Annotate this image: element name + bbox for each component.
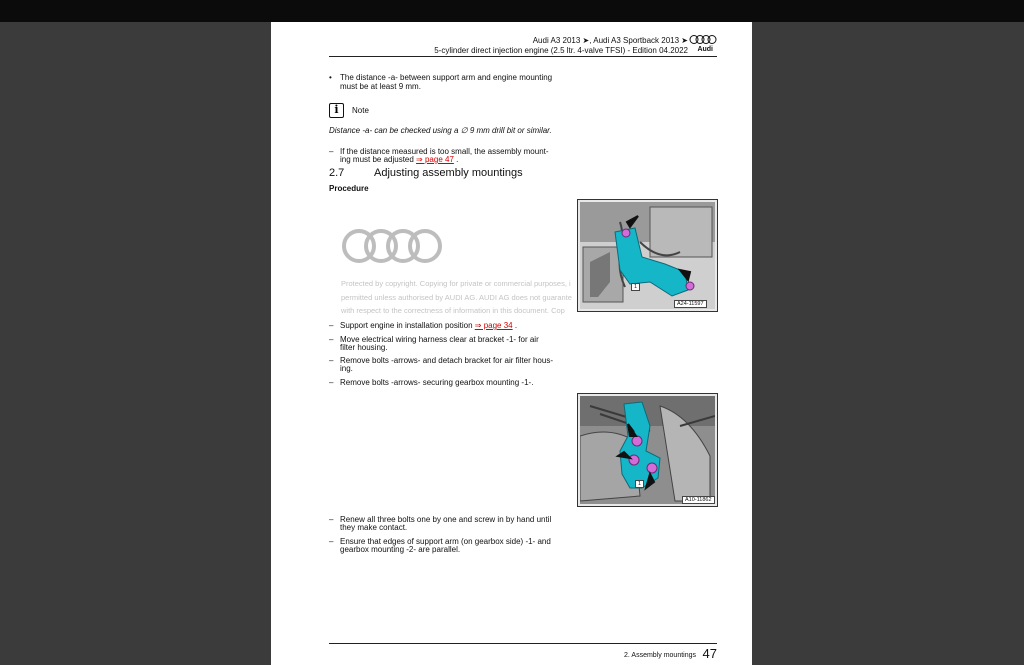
intro-bullet-line2: must be at least 9 mm.	[340, 82, 421, 91]
step-move-wiring-line1: Move electrical wiring harness clear at bracket -1- for air	[340, 335, 539, 344]
page-47-link[interactable]: ⇒ page 47	[416, 155, 454, 164]
intro-bullet-line1: The distance -a- between support arm and engine mounting	[340, 73, 553, 82]
step-move-wiring-line2: filter housing.	[340, 343, 388, 352]
dash-marker: –	[329, 321, 334, 330]
footer-section-label: 2. Assembly mountings	[624, 652, 696, 659]
watermark-line3: with respect to the correctness of information in this document. Cop	[341, 306, 565, 315]
note-text: Distance -a- can be checked using a ∅ 9 mm drill bit or similar.	[329, 126, 552, 135]
audi-logo-wordmark: Audi	[697, 46, 713, 53]
audi-logo-rings	[689, 34, 717, 45]
header-title: Audi A3 2013 ➤, Audi A3 Sportback 2013 ➤	[532, 36, 688, 45]
dash-marker: –	[329, 335, 334, 344]
page-number: 47	[702, 646, 717, 661]
dash-marker: –	[329, 515, 334, 524]
step-support-engine-text: Support engine in installation position	[340, 321, 475, 330]
header-subtitle: 5-cylinder direct injection engine (2.5 ltr. 4-valve TFSI) - Edition 04.2022	[434, 46, 688, 55]
figure-gearbox-mounting	[577, 393, 718, 507]
step-ensure-parallel-line2: gearbox mounting -2- are parallel.	[340, 545, 461, 554]
page-34-link[interactable]: ⇒ page 34	[474, 321, 513, 330]
step-remove-gearbox-bolts: Remove bolts -arrows- securing gearbox mounting -1-.	[340, 378, 534, 387]
step-remove-bracket-line1: Remove bolts -arrows- and detach bracket for air filter hous-	[340, 356, 553, 365]
step-renew-bolts-line2: they make contact.	[340, 523, 408, 532]
document-page	[271, 22, 752, 665]
bullet-marker: •	[329, 73, 332, 82]
header-rule	[329, 56, 717, 57]
figure2-callout: 1	[635, 480, 644, 488]
adjust-step-line1: If the distance measured is too small, the assembly mount-	[340, 147, 549, 156]
procedure-label: Procedure	[329, 184, 369, 193]
adjust-step-prefix: ing must be adjusted	[340, 155, 417, 164]
figure1-callout: 1	[631, 283, 640, 291]
figure2-code: A10-11862	[682, 496, 715, 504]
engine-bay-illustration	[580, 202, 715, 309]
watermark-audi-rings	[341, 226, 443, 266]
step-ensure-parallel-line1: Ensure that edges of support arm (on gearbox side) -1- and	[340, 537, 551, 546]
adjust-step-suffix: .	[453, 155, 459, 164]
adjust-step-line2	[340, 155, 458, 164]
dash-marker: –	[329, 147, 334, 156]
step-renew-bolts-line1: Renew all three bolts one by one and screw in by hand until	[340, 515, 552, 524]
figure-bracket-air-filter	[577, 199, 718, 312]
watermark-line2: permitted unless authorised by AUDI AG. AUDI AG does not guarante	[341, 293, 572, 302]
section-number: 2.7	[329, 167, 345, 179]
gearbox-illustration	[580, 396, 715, 504]
step-remove-bracket-line2: ing.	[340, 364, 353, 373]
note-label: Note	[352, 106, 369, 115]
step-support-engine	[340, 321, 517, 330]
info-icon: i	[329, 103, 344, 118]
viewer-top-bar	[0, 0, 1024, 22]
figure1-code: A24-11597	[674, 300, 707, 308]
figure-image	[580, 396, 715, 504]
dash-marker: –	[329, 378, 334, 387]
dash-marker: –	[329, 537, 334, 546]
section-title: Adjusting assembly mountings	[374, 167, 523, 179]
footer-rule	[329, 643, 717, 644]
figure-image	[580, 202, 715, 309]
step-support-engine-suffix: .	[512, 321, 518, 330]
dash-marker: –	[329, 356, 334, 365]
watermark-line1: Protected by copyright. Copying for private or commercial purposes, i	[341, 279, 571, 288]
